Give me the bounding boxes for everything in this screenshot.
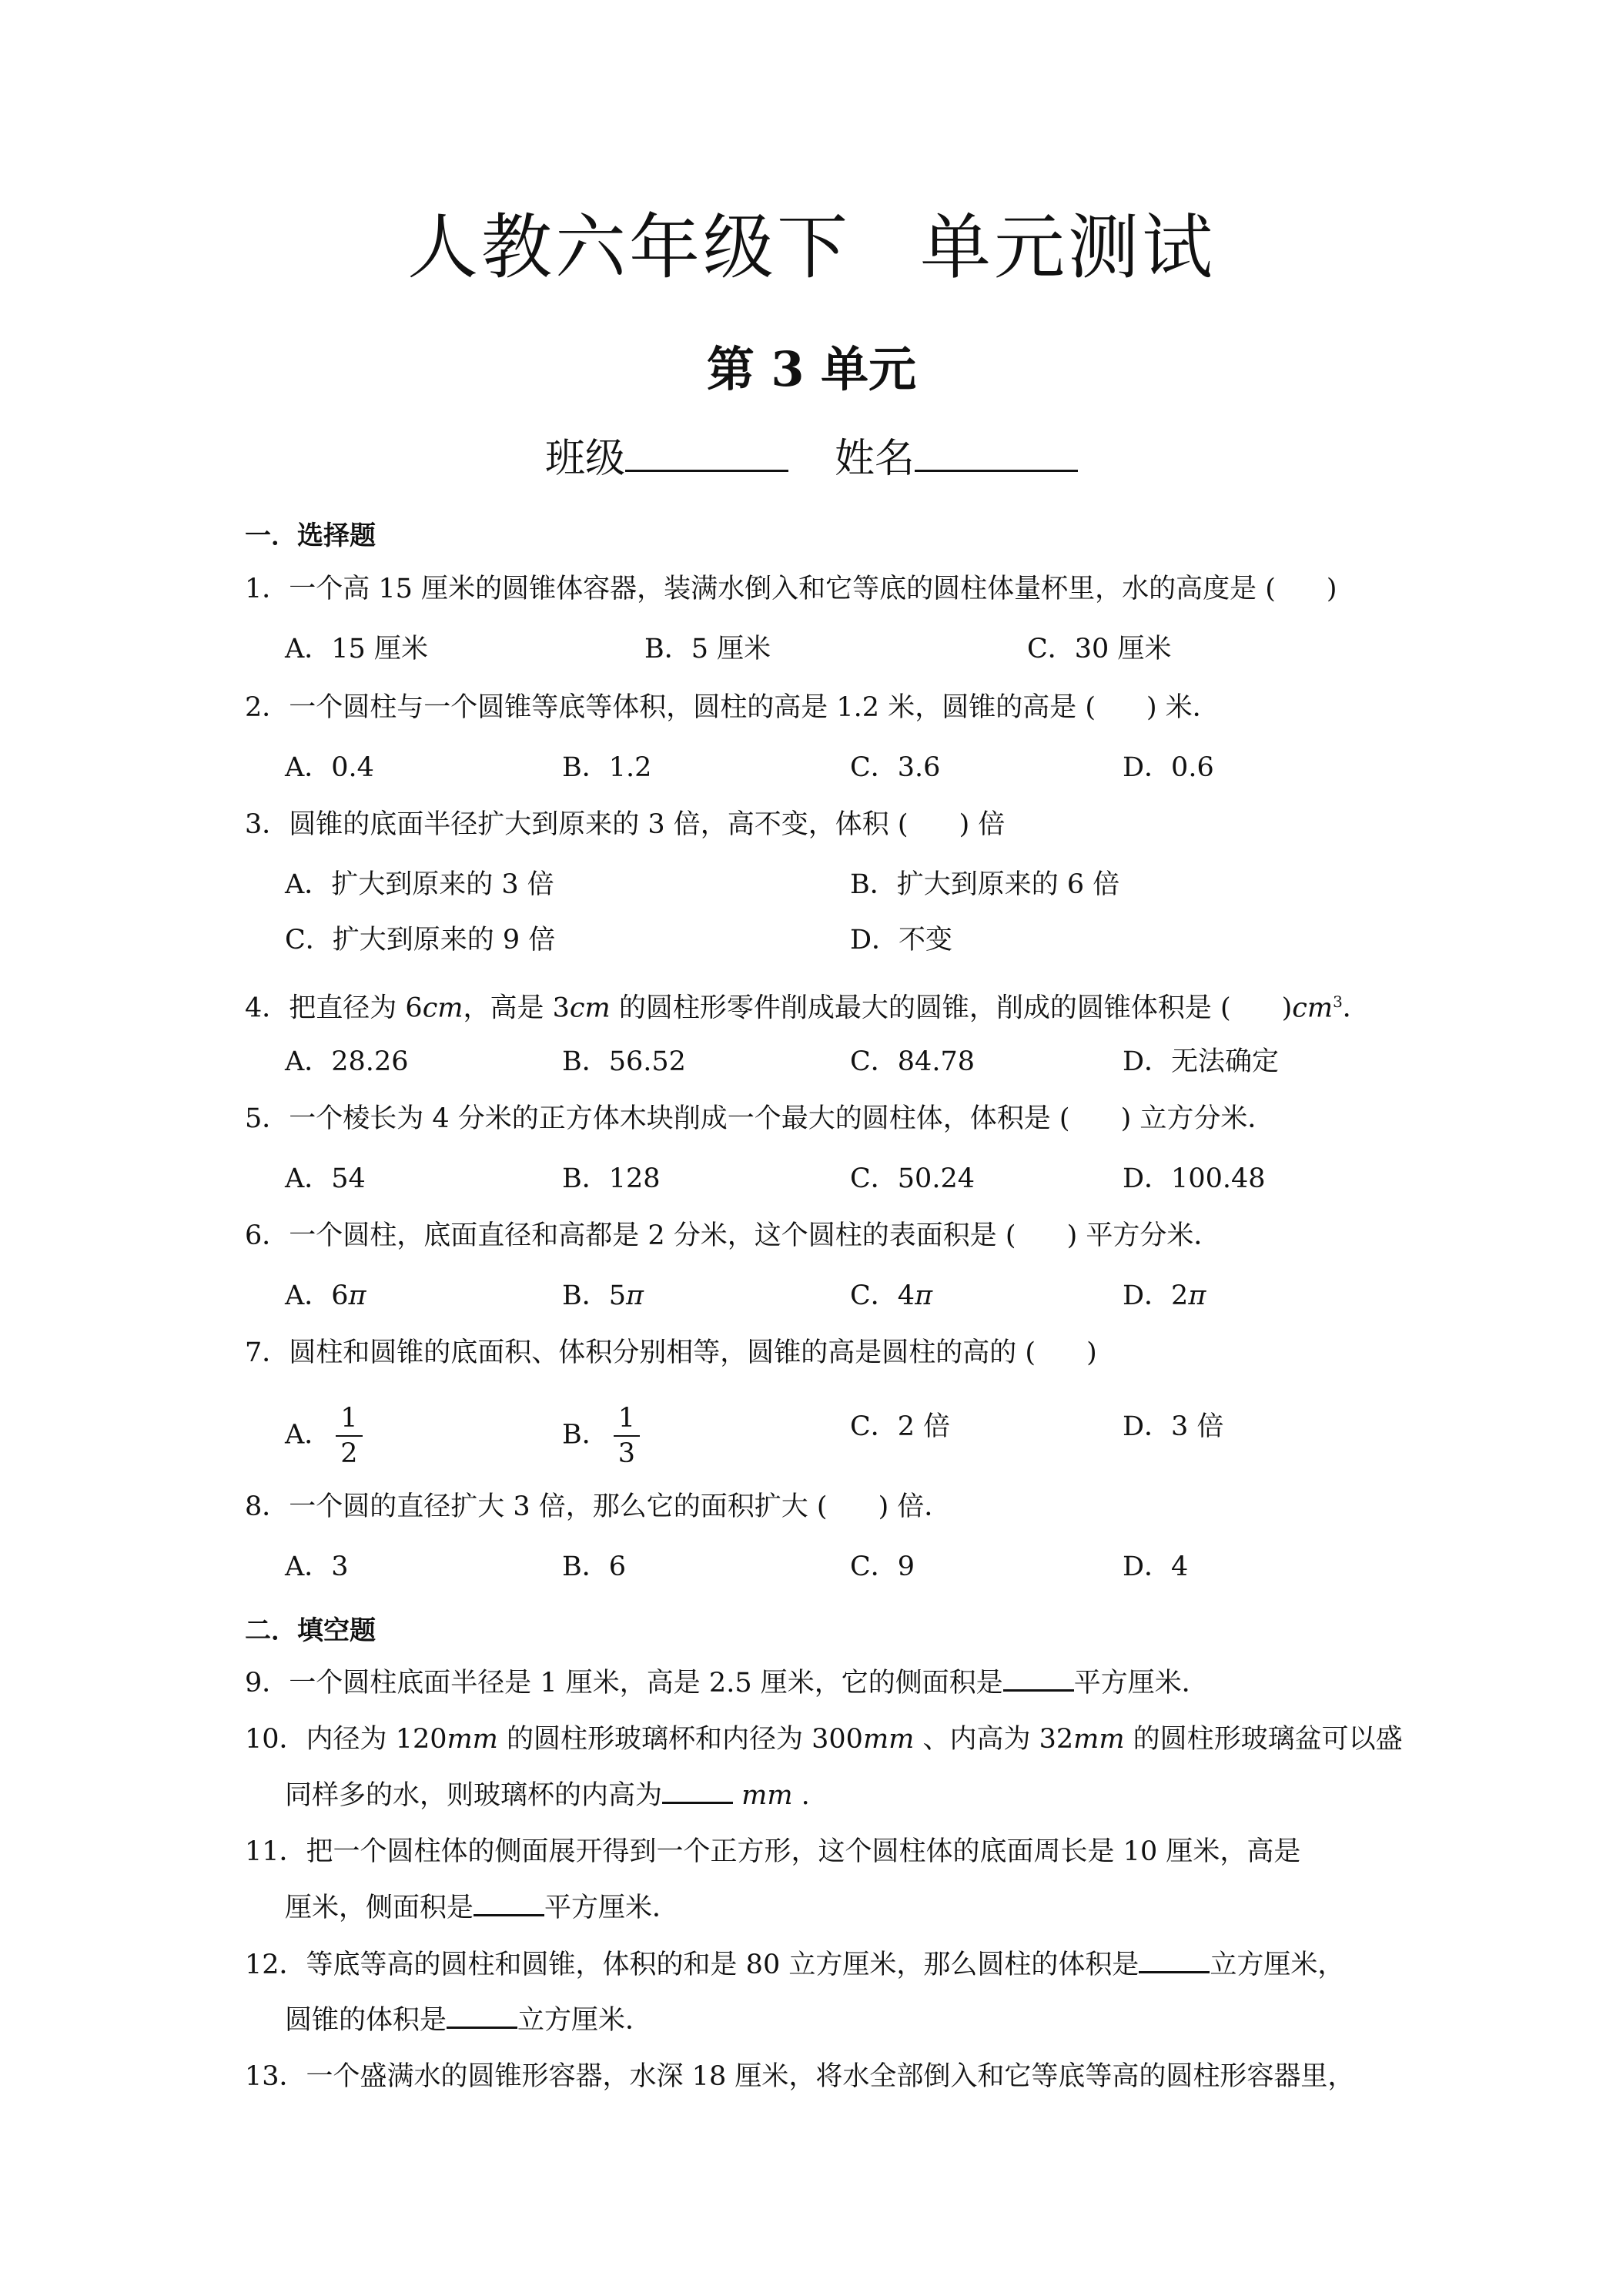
title-right: 单元测试	[920, 206, 1216, 289]
question-7: 7．圆柱和圆锥的底面积、体积分别相等，圆锥的高是圆柱的高的 ( )	[245, 1337, 1097, 1368]
name-label: 姓名	[835, 436, 915, 482]
option-d[interactable]: D．100.48	[1123, 1163, 1266, 1194]
name-blank[interactable]	[915, 431, 1078, 472]
option-b[interactable]: B．6	[562, 1551, 626, 1582]
option-c[interactable]: C．4π	[850, 1280, 933, 1311]
options-5	[285, 1160, 1394, 1198]
page-title	[0, 202, 1623, 294]
options-4	[285, 1043, 1394, 1081]
option-c[interactable]: C．84.78	[850, 1046, 975, 1077]
option-d[interactable]: D．无法确定	[1123, 1046, 1280, 1077]
option-a[interactable]: A． $\frac{1}{2}$	[285, 1401, 363, 1471]
fraction-one-third: $\frac{1}{3}$	[614, 1401, 640, 1471]
option-d[interactable]: D．2π	[1123, 1280, 1206, 1311]
option-b[interactable]: B．5π	[562, 1280, 644, 1311]
option-c[interactable]: C．2 倍	[850, 1411, 951, 1442]
options-8	[285, 1548, 1394, 1586]
question-11: 11．把一个圆柱体的侧面展开得到一个正方形，这个圆柱体的底面周长是 10 厘米，高是	[245, 1836, 1301, 1867]
question-2: 2．一个圆柱与一个圆锥等底等体积，圆柱的高是 1.2 米，圆锥的高是 ( ) 米．	[245, 692, 1220, 723]
options-7	[285, 1378, 1394, 1469]
options-6	[285, 1277, 1394, 1315]
class-blank[interactable]	[625, 431, 788, 472]
class-name-line	[0, 431, 1623, 486]
option-b[interactable]: B．56.52	[562, 1046, 686, 1077]
section-choice: 一．选择题	[245, 520, 376, 551]
fraction-one-half: $\frac{1}{2}$	[336, 1401, 362, 1471]
answer-blank[interactable]	[1139, 1945, 1210, 1973]
question-3: 3．圆锥的底面半径扩大到原来的 3 倍，高不变，体积 ( ) 倍	[245, 809, 1006, 840]
title-left: 人教六年级下	[407, 206, 851, 289]
option-a[interactable]: A．54	[285, 1163, 366, 1194]
question-5: 5．一个棱长为 4 分米的正方体木块削成一个最大的圆柱体，体积是 ( ) 立方分米．	[245, 1103, 1275, 1134]
answer-blank[interactable]	[662, 1776, 733, 1804]
answer-blank[interactable]	[474, 1888, 544, 1916]
option-a[interactable]: A．扩大到原来的 3 倍	[285, 869, 554, 900]
option-a[interactable]: A．28.26	[285, 1046, 409, 1077]
option-d[interactable]: D．4	[1123, 1551, 1189, 1582]
option-b[interactable]: B． $\frac{1}{3}$	[562, 1401, 640, 1471]
answer-blank[interactable]	[1003, 1663, 1074, 1692]
question-10: 10．内径为 120mm 的圆柱形玻璃杯和内径为 300mm 、内高为 32mm 的圆柱形玻璃盆可以盛	[245, 1724, 1403, 1755]
option-d[interactable]: D．不变	[850, 925, 953, 956]
question-1: 1．一个高 15 厘米的圆锥体容器，装满水倒入和它等底的圆柱体量杯里，水的高度是 ( )	[245, 574, 1337, 604]
question-8: 8．一个圆的直径扩大 3 倍，那么它的面积扩大 ( ) 倍．	[245, 1491, 952, 1522]
option-a[interactable]: A．15 厘米	[285, 634, 428, 664]
question-12: 12．等底等高的圆柱和圆锥，体积的和是 80 立方厘米，那么圆柱的体积是 立方厘米，	[245, 1945, 1392, 1984]
option-c[interactable]: C．50.24	[850, 1163, 975, 1194]
section-fill-blank: 二．填空题	[245, 1615, 376, 1646]
options-3-row2	[285, 921, 1394, 959]
options-1	[285, 630, 1394, 668]
question-13: 13．一个盛满水的圆锥形容器，水深 18 厘米，将水全部倒入和它等底等高的圆柱形容器里，	[245, 2061, 1355, 2092]
option-d[interactable]: D．3 倍	[1123, 1411, 1224, 1442]
option-c[interactable]: C．30 厘米	[1027, 634, 1172, 664]
option-b[interactable]: B．扩大到原来的 6 倍	[850, 869, 1120, 900]
option-c[interactable]: C．9	[850, 1551, 915, 1582]
question-12-line2: 圆锥的体积是 立方厘米．	[245, 2000, 1392, 2040]
option-a[interactable]: A．6π	[285, 1280, 366, 1311]
option-b[interactable]: B．128	[562, 1163, 661, 1194]
question-9: 9．一个圆柱底面半径是 1 厘米，高是 2.5 厘米，它的侧面积是 平方厘米．	[245, 1663, 1392, 1702]
option-d[interactable]: D．0.6	[1123, 752, 1214, 783]
options-2	[285, 748, 1394, 787]
option-a[interactable]: A．3	[285, 1551, 349, 1582]
option-b[interactable]: B．1.2	[562, 752, 652, 783]
question-6: 6．一个圆柱，底面直径和高都是 2 分米，这个圆柱的表面积是 ( ) 平方分米．	[245, 1220, 1221, 1251]
question-10-line2: 同样多的水，则玻璃杯的内高为 mm .	[245, 1776, 1392, 1815]
answer-blank[interactable]	[447, 2000, 517, 2029]
option-a[interactable]: A．0.4	[285, 752, 374, 783]
class-label: 班级	[544, 436, 625, 482]
question-4: 4．把直径为 6cm，高是 3cm 的圆柱形零件削成最大的圆锥，削成的圆锥体积是 ( )$cm^3$．	[245, 992, 1370, 1024]
option-c[interactable]: C．3.6	[850, 752, 941, 783]
options-3-row1	[285, 865, 1394, 904]
question-11-line2: 厘米，侧面积是 平方厘米．	[245, 1888, 1392, 1927]
option-c[interactable]: C．扩大到原来的 9 倍	[285, 925, 556, 956]
option-b[interactable]: B．5 厘米	[644, 634, 771, 664]
unit-heading: 第 3 单元	[706, 341, 917, 397]
